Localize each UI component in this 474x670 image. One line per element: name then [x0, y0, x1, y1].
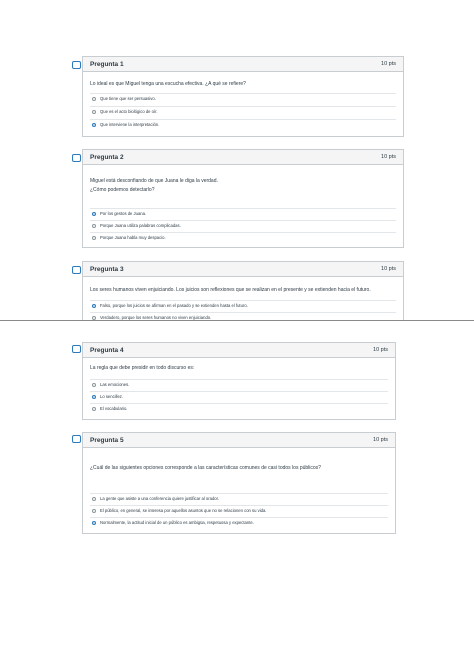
question-header: [83, 343, 395, 358]
radio-button[interactable]: [92, 407, 96, 411]
answer-label: Que es el acto biológico de oír.: [100, 109, 158, 114]
bookmark-icon[interactable]: [72, 61, 81, 69]
question-card-1: [82, 56, 404, 137]
question-points: 10 pts: [373, 437, 388, 443]
radio-button-selected[interactable]: [92, 123, 96, 127]
answer-label: Porque Juana habla muy despacio.: [100, 235, 166, 240]
question-text: Los seres humanos viven enjuiciando. Los juicios son reflexiones que se realizan en el presente y se extienden hacia el futuro.: [90, 287, 371, 293]
radio-button-selected[interactable]: [92, 304, 96, 308]
answer-option[interactable]: [90, 379, 388, 389]
answer-label: El vocabulario.: [100, 406, 128, 411]
answer-label: Falso, porque los juicios se afirman en el pasado y se extienden hasta el futuro.: [100, 303, 248, 308]
question-title: Pregunta 1: [90, 60, 124, 68]
answer-option[interactable]: [90, 312, 396, 320]
answer-option[interactable]: [90, 119, 396, 129]
bookmark-icon[interactable]: [72, 345, 81, 353]
question-card-4: [82, 342, 396, 420]
question-title: Pregunta 4: [90, 346, 124, 354]
radio-button[interactable]: [92, 110, 96, 114]
question-points: 10 pts: [381, 266, 396, 272]
answer-label: Normalmente, la actitud inicial de un público es ambigüa, respetuosa y expectante.: [100, 520, 254, 525]
question-header: [83, 433, 395, 448]
answer-label: Que interviene la interpretación.: [100, 122, 160, 127]
radio-button[interactable]: [92, 97, 96, 101]
bookmark-icon[interactable]: [72, 435, 81, 443]
radio-button-selected[interactable]: [92, 395, 96, 399]
answer-option[interactable]: [90, 220, 396, 230]
answer-option[interactable]: [90, 93, 396, 103]
answer-label: Verdadero, porque los seres humanos no viven enjuiciando.: [100, 315, 212, 320]
radio-button[interactable]: [92, 383, 96, 387]
question-points: 10 pts: [381, 61, 396, 67]
answer-option[interactable]: [90, 300, 396, 310]
question-text: La regla que debe presidir en todo discurso es:: [90, 365, 195, 371]
question-points: 10 pts: [381, 154, 396, 160]
answer-option[interactable]: [90, 505, 388, 515]
answer-label: Porque Juana utiliza palabras complicadas.: [100, 223, 181, 228]
question-card-5: [82, 432, 396, 534]
answer-label: Por los gestos de Juana.: [100, 211, 147, 216]
answer-option[interactable]: [90, 106, 396, 116]
answer-label: Las emociones.: [100, 382, 130, 387]
answer-option[interactable]: [90, 517, 388, 527]
question-points: 10 pts: [373, 347, 388, 353]
question-header: [83, 262, 403, 277]
question-text: Lo ideal es que Miguel tenga una escucha efectiva. ¿A qué se refiere?: [90, 81, 246, 87]
answer-label: Lo sencillez.: [100, 394, 124, 399]
answer-option[interactable]: [90, 403, 388, 413]
question-title: Pregunta 2: [90, 153, 124, 161]
answer-label: La gente que asiste a una conferencia quiere justificar al orador.: [100, 496, 219, 501]
question-card-2: [82, 149, 404, 248]
radio-button[interactable]: [92, 509, 96, 513]
answer-option[interactable]: [90, 493, 388, 503]
question-title: Pregunta 5: [90, 436, 124, 444]
question-header: [83, 57, 403, 72]
radio-button[interactable]: [92, 224, 96, 228]
question-card-3: [82, 261, 404, 320]
question-header: [83, 150, 403, 165]
answer-option[interactable]: [90, 232, 396, 242]
answer-label: El público, en general, se interesa por aquellos asuntos que no se relacionen con su vida.: [100, 508, 267, 513]
radio-button[interactable]: [92, 316, 96, 320]
bookmark-icon[interactable]: [72, 154, 81, 162]
question-text: Miguel está desconfiando de que Juana le diga la verdad.: [90, 178, 218, 184]
answer-option[interactable]: [90, 208, 396, 218]
answer-option[interactable]: [90, 391, 388, 401]
radio-button-selected[interactable]: [92, 521, 96, 525]
radio-button[interactable]: [92, 497, 96, 501]
question-text: ¿Cuál de las siguientes opciones corresponde a las características comunes de casi todos los públicos?: [90, 465, 321, 471]
page-break-line: [0, 320, 474, 321]
radio-button[interactable]: [92, 236, 96, 240]
radio-button-selected[interactable]: [92, 212, 96, 216]
question-title: Pregunta 3: [90, 265, 124, 273]
bookmark-icon[interactable]: [72, 266, 81, 274]
question-text: ¿Cómo podemos detectarlo?: [90, 187, 155, 193]
answer-label: Que tiene que ser persuasivo.: [100, 96, 156, 101]
